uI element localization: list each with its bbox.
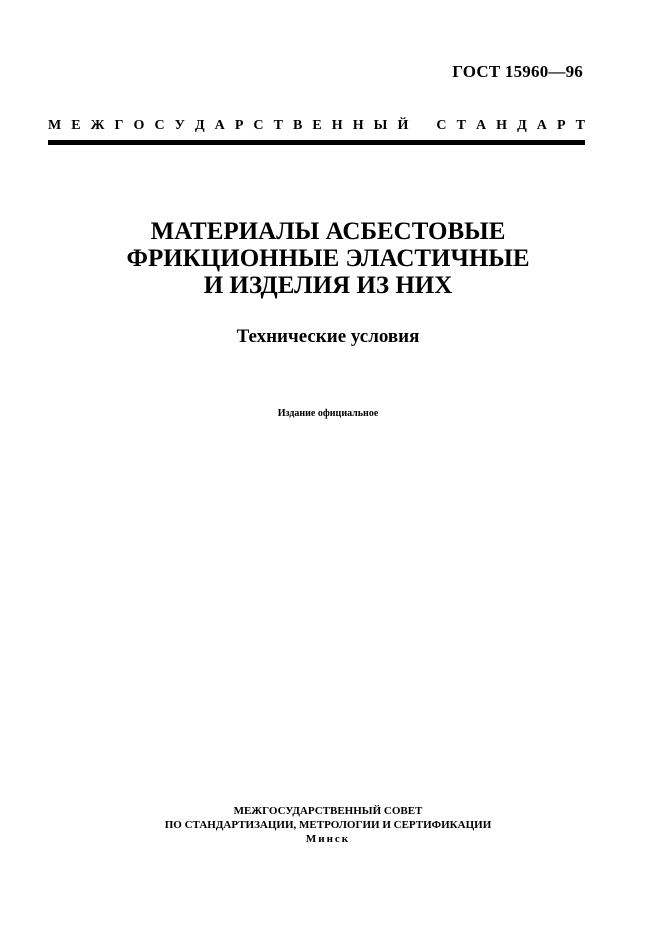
heading-letter: Д [194,118,205,133]
heading-letter: Т [456,118,466,133]
publisher-city: Минск [305,833,351,845]
heading-letter: Е [312,118,322,133]
title-line: ФРИКЦИОННЫЕ ЭЛАСТИЧНЫЕ [126,245,530,272]
heading-letter: А [475,118,487,133]
heading-letter: Н [352,118,364,133]
heading-rule [48,140,585,145]
heading-letter: М [48,118,62,133]
publisher-line: ПО СТАНДАРТИЗАЦИИ, МЕТРОЛОГИИ И СЕРТИФИКАЦИИ [164,819,492,831]
heading-letter: С [154,118,165,133]
publisher-line: МЕЖГОСУДАРСТВЕННЫЙ СОВЕТ [233,805,423,817]
heading-letter: Й [397,118,409,133]
heading-letter: Н [496,118,508,133]
heading-letter: Г [114,118,124,133]
document-number: ГОСТ 15960—96 [452,62,583,81]
heading-letter: Е [71,118,81,133]
publisher-block [60,804,596,846]
heading-letter: О [133,118,145,133]
heading-letter: С [436,118,447,133]
heading-letter: Р [234,118,244,133]
heading-letter: В [292,118,303,133]
heading-letter: У [174,118,185,133]
heading-letter: А [536,118,547,133]
title-line: И ИЗДЕЛИЯ ИЗ НИХ [203,272,453,299]
title-line: МАТЕРИАЛЫ АСБЕСТОВЫЕ [150,218,506,245]
heading-letter: А [214,118,225,133]
heading-letter: Ж [90,118,105,133]
heading-letter: Н [331,118,343,133]
heading-letter: Ы [373,118,388,133]
edition-note: Издание официальное [277,408,379,419]
document-subtitle: Технические условия [236,326,420,347]
heading-letter: Т [575,118,585,133]
heading-letter: Р [556,118,566,133]
interstate-standard-heading [48,118,585,134]
heading-letter: С [253,118,264,133]
document-title [60,218,596,299]
heading-word-gap [418,118,426,134]
heading-letter: Д [517,118,527,133]
heading-letter: Т [273,118,283,133]
